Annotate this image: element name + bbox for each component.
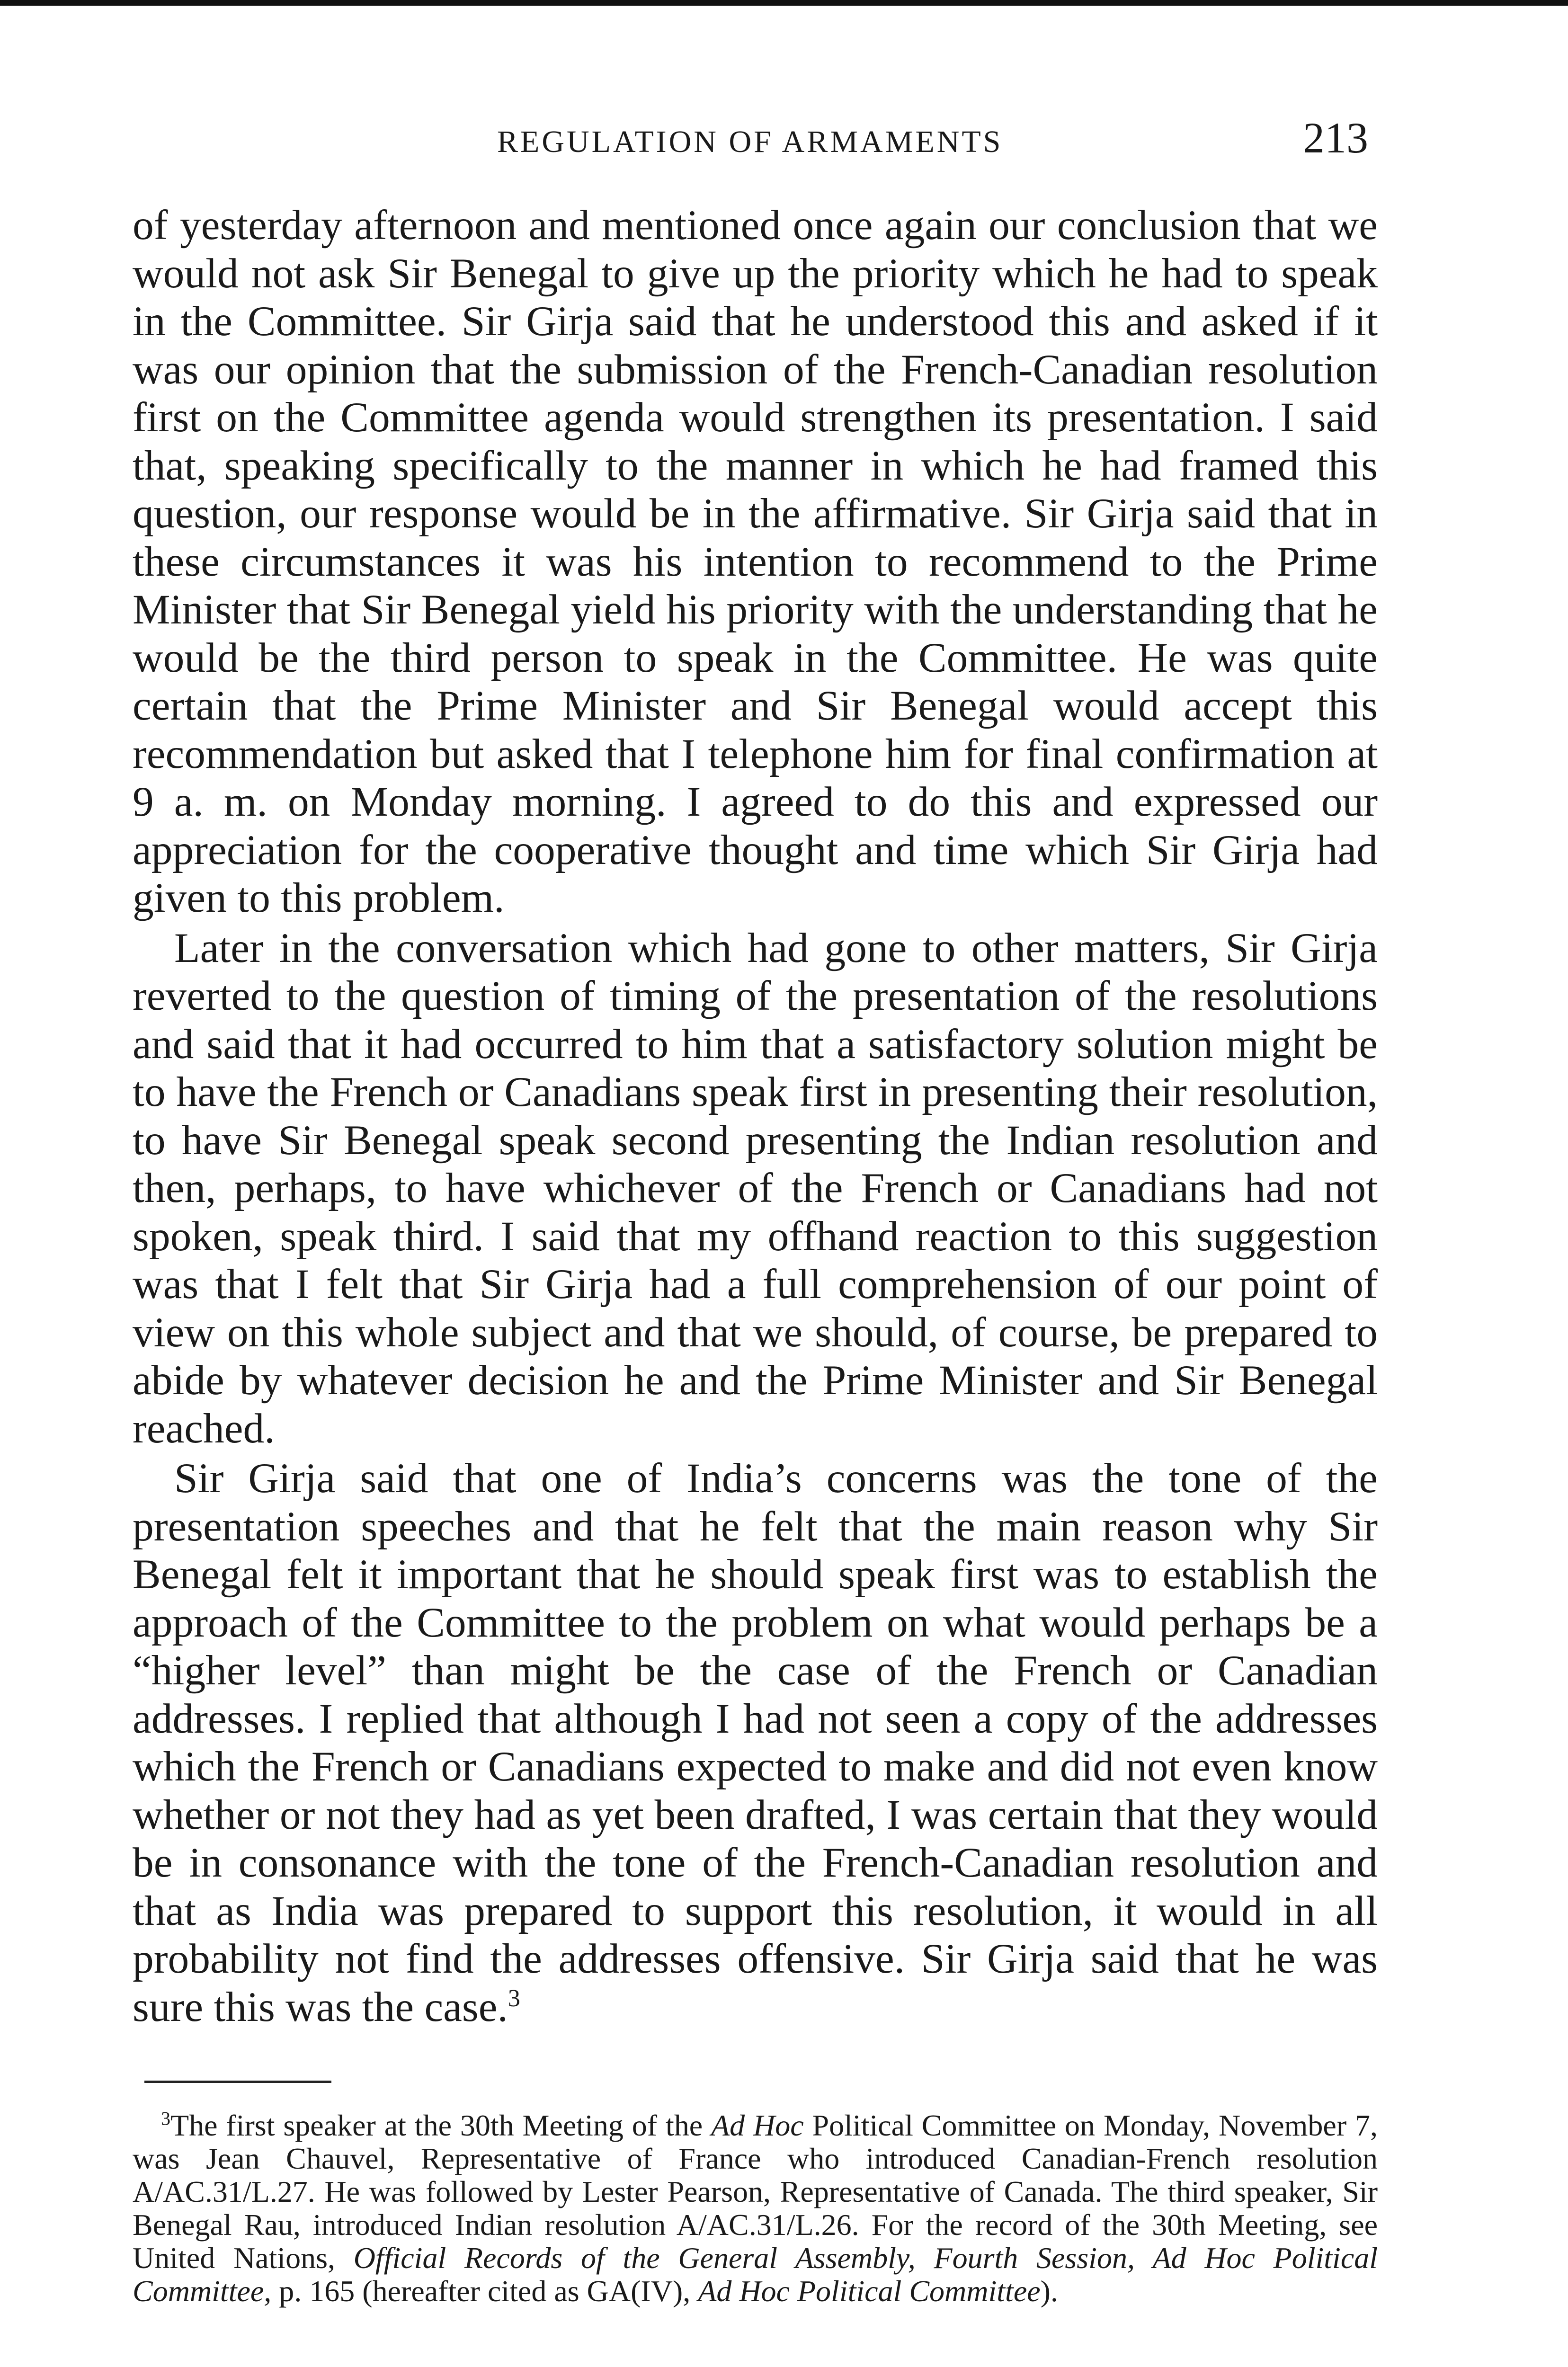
footnote-separator <box>144 2081 331 2083</box>
footnote-reference[interactable]: 3 <box>508 1984 520 2012</box>
paragraph-3 <box>133 1454 1378 2031</box>
footnote-text-1: The first speaker at the 30th Meeting of the <box>170 2109 712 2142</box>
top-border-rule <box>0 0 1568 6</box>
paragraph-2: Later in the conversation which had gone to other matters, Sir Girja reverted to the question of timing of the presentation of the resolutions and said that it had occurred to him that a satisfactory solution might be to have the French or Canadians speak first in presenting their resolution, to have Sir Benegal speak second presenting the Indian resolution and then, perhaps, to have whichever of the French or Canadians had not spoken, speak third. I said that my offhand reaction to this suggestion was that I felt that Sir Girja had a full comprehension of our point of view on this whole subject and that we should, of course, be prepared to abide by whatever decision he and the Prime Minister and Sir Benegal reached. <box>133 924 1378 1452</box>
footnote-3 <box>133 2109 1378 2308</box>
page-number: 213 <box>1303 114 1368 162</box>
footnote-italic-1: Ad Hoc <box>711 2109 804 2142</box>
paragraph-3-text: Sir Girja said that one of India’s concerns was the tone of the presentation speeches and that he felt that the main reason why Sir Benegal felt it important that he should speak first was to establish the approach of the Committee to the problem on what would perhaps be a “higher level” than might be the case of the French or Canadian addresses. I replied that although I had not seen a copy of the addresses which the French or Canadians expected to make and did not even know whether or not they had as yet been drafted, I was certain that they would be in consonance with the tone of the French-Canadian resolution and that as India was prepared to support this resolution, it would in all probability not find the addresses offensive. Sir Girja said that he was sure this was the case. <box>133 1455 1378 2030</box>
footnote-marker: 3 <box>161 2108 170 2129</box>
running-head: REGULATION OF ARMAMENTS <box>497 125 1003 159</box>
main-text <box>133 201 1378 2031</box>
footnote-text-3: p. 165 (hereafter cited as GA(IV), <box>271 2274 698 2308</box>
paragraph-1: of yesterday afternoon and mentioned once again our conclusion that we would not ask Sir Benegal to give up the priority which he had to speak in the Committee. Sir Girja said that he understood this and asked if it was our opinion that the submission of the French-Canadian resolution first on the Committee agenda would strengthen its presentation. I said that, speaking specifically to the manner in which he had framed this question, our response would be in the affirmative. Sir Girja said that in these circumstances it was his intention to recommend to the Prime Minister that Sir Benegal yield his priority with the understanding that he would be the third person to speak in the Committee. He was quite certain that the Prime Minister and Sir Benegal would accept this recommendation but asked that I telephone him for final confirmation at 9 a. m. on Monday morning. I agreed to do this and expressed our appreciation for the cooperative thought and time which Sir Girja had given to this problem. <box>133 202 1378 921</box>
footnote-italic-3: Ad Hoc Political Committee <box>698 2274 1041 2308</box>
footnote-text-2: Political Committee on Monday, November 7, was Jean Chauvel, Representative of France who introduced Canadian-French resolution A/AC.31/L.27. He was followed by Lester Pearson, Representative of Canada. The third speaker, Sir Benegal Rau, introduced Indian resolution A/AC.31/L.26. For the record of the 30th Meeting, see United Nations, <box>133 2109 1378 2275</box>
footnote-italic-2: Official Records of the General Assembly, Fourth Session, Ad Hoc Political Committee, <box>133 2241 1378 2308</box>
footnote-text-4: ). <box>1040 2274 1058 2308</box>
